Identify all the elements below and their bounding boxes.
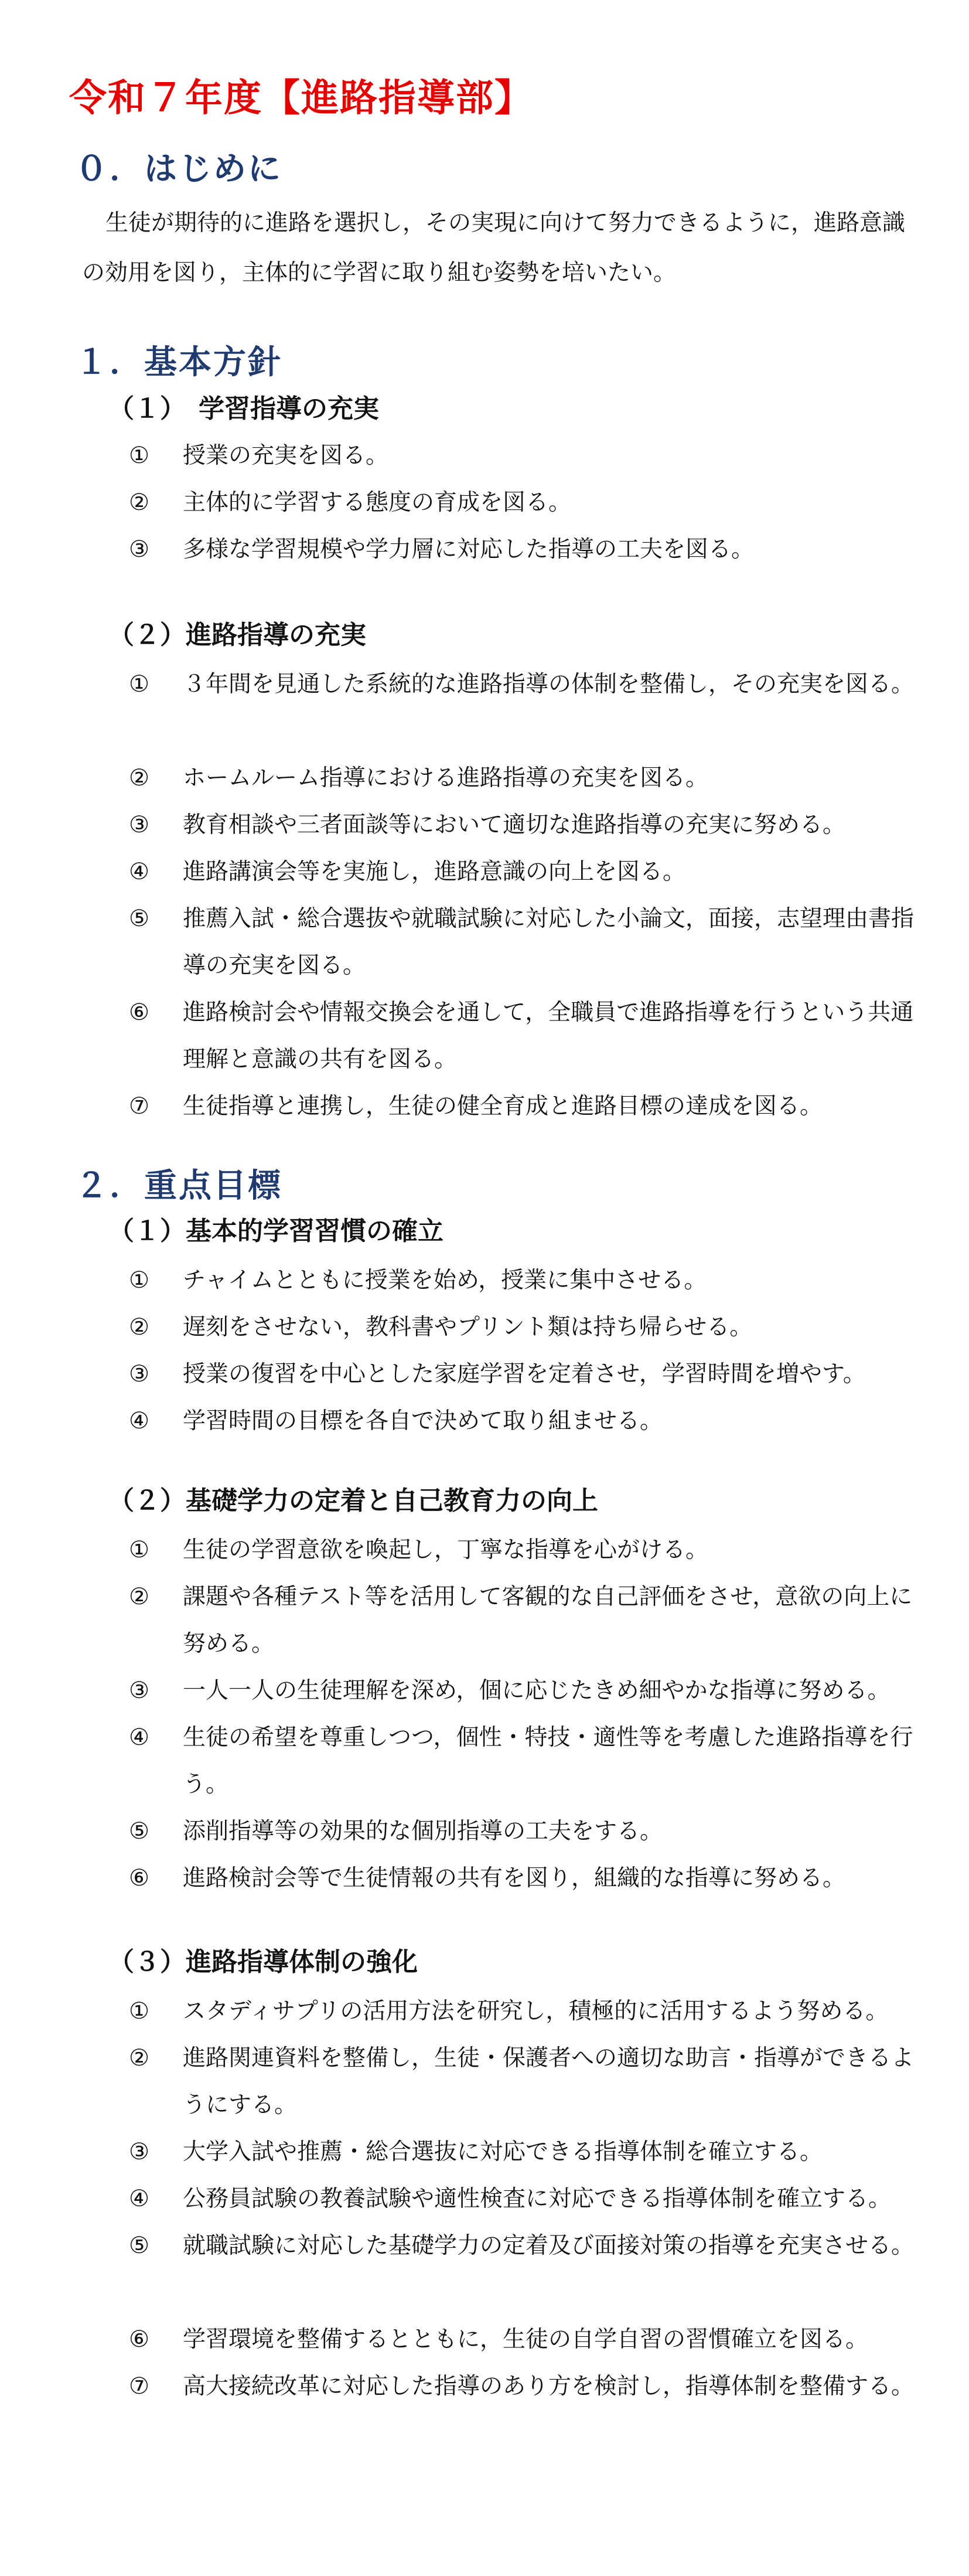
item-number: ① [129, 1998, 149, 2024]
list-item [129, 1083, 920, 1130]
item-number: ④ [129, 1408, 149, 1434]
item-text: ホームルーム指導における進路指導の充実を図る。 [183, 765, 709, 791]
item-number: ① [129, 443, 149, 469]
item-text: 推薦入試・総合選抜や就職試験に対応した小論文，面接，志望理由書指導の充実を図る。 [183, 906, 915, 979]
item-number: ⑦ [129, 2373, 149, 2400]
list-item [129, 989, 920, 1083]
item-text: 公務員試験の教養試験や適性検査に対応できる指導体制を確立する。 [183, 2186, 892, 2212]
list-item [129, 1988, 920, 2035]
item-number: ① [129, 1267, 149, 1294]
list-item [129, 1808, 920, 1855]
item-number: ① [129, 1537, 149, 1563]
item-text: 進路検討会や情報交換会を通して，全職員で進路指導を行うという共通理解と意識の共有を図る。 [183, 999, 914, 1073]
item-text: 添削指導等の効果的な個別指導の工夫をする。 [183, 1818, 663, 1845]
list-item [129, 1714, 920, 1808]
item-text: 課題や各種テスト等を活用して客観的な自己評価をさせ，意欲の向上に努める。 [183, 1584, 913, 1657]
page-title: 令和７年度【進路指導部】 [69, 77, 533, 120]
item-number: ④ [129, 1724, 149, 1751]
item-number: ② [129, 1584, 149, 1610]
item-text: 主体的に学習する態度の育成を図る。 [183, 489, 572, 516]
list-item [129, 1304, 920, 1351]
item-text: 生徒の希望を尊重しつつ，個性・特技・適性等を考慮した進路指導を行う。 [183, 1724, 913, 1798]
subsection-heading-career: （２）進路指導の充実 [108, 620, 366, 650]
item-number: ② [129, 765, 149, 791]
item-number: ① [129, 671, 149, 697]
list-item [129, 661, 920, 708]
list-item [129, 1574, 920, 1668]
item-number: ② [129, 1314, 149, 1340]
subsection-heading-habits: （１）基本的学習習慣の確立 [108, 1216, 443, 1246]
item-text: 進路関連資料を整備し，生徒・保護者への適切な助言・指導ができるようにする。 [183, 2045, 915, 2118]
list-item [129, 849, 920, 896]
list-item [129, 2129, 920, 2176]
item-number: ② [129, 2045, 149, 2071]
item-number: ⑥ [129, 2326, 149, 2353]
section-heading-intro: ０．はじめに [75, 150, 282, 188]
item-number: ③ [129, 812, 149, 838]
item-number: ④ [129, 859, 149, 885]
item-text: 大学入試や推薦・総合選抜に対応できる指導体制を確立する。 [183, 2139, 823, 2165]
item-text: 学習時間の目標を各自で決めて取り組ませる。 [183, 1408, 663, 1434]
list-item [129, 1351, 920, 1398]
item-text: 学習環境を整備するとともに，生徒の自学自習の習慣確立を図る。 [183, 2326, 869, 2353]
item-number: ② [129, 489, 149, 516]
subsection-heading-guidance-system: （３）進路指導体制の強化 [108, 1947, 418, 1977]
item-text: ３年間を見通した系統的な進路指導の体制を整備し，その充実を図る。 [183, 671, 915, 697]
intro-paragraph: 生徒が期待的に進路を選択し，その実現に向けて努力できるように，進路意識の効用を図り，主体的に学習に取り組む姿勢を培いたい。 [82, 210, 906, 286]
item-number: ⑥ [129, 1865, 149, 1891]
section-heading-policy: １．基本方針 [75, 343, 282, 382]
item-text: 進路講演会等を実施し，進路意識の向上を図る。 [183, 859, 686, 885]
item-text: 一人一人の生徒理解を深め，個に応じたきめ細やかな指導に努める。 [183, 1677, 890, 1704]
list-item [129, 1668, 920, 1714]
item-text: 生徒指導と連携し，生徒の健全育成と進路目標の達成を図る。 [183, 1093, 823, 1119]
list-item [129, 2223, 920, 2269]
item-number: ④ [129, 2186, 149, 2212]
list-item [129, 1398, 920, 1445]
list-item [129, 526, 920, 573]
list-item [129, 802, 920, 849]
item-text: チャイムとともに授業を始め，授業に集中させる。 [183, 1267, 707, 1294]
subsection-heading-learning: （１） 学習指導の充実 [108, 394, 379, 424]
subsection-heading-basic-skills: （２）基礎学力の定着と自己教育力の向上 [108, 1486, 598, 1516]
list-item [129, 433, 920, 479]
list-item [129, 2035, 920, 2129]
list-item [129, 896, 920, 989]
item-number: ⑤ [129, 2233, 149, 2259]
item-number: ⑤ [129, 906, 149, 932]
list-item [129, 1527, 920, 1574]
item-text: 教育相談や三者面談等において適切な進路指導の充実に努める。 [183, 812, 846, 838]
section-heading-goals: ２．重点目標 [75, 1167, 282, 1205]
item-text: 多様な学習規模や学力層に対応した指導の工夫を図る。 [183, 536, 755, 563]
item-text: 授業の復習を中心とした家庭学習を定着させ，学習時間を増やす。 [183, 1361, 866, 1387]
item-text: 生徒の学習意欲を喚起し，丁寧な指導を心がける。 [183, 1537, 709, 1563]
item-text: 授業の充実を図る。 [183, 443, 389, 469]
item-number: ⑦ [129, 1093, 149, 1119]
item-number: ③ [129, 2139, 149, 2165]
list-item [129, 2363, 920, 2410]
item-number: ③ [129, 536, 149, 563]
item-number: ⑤ [129, 1818, 149, 1845]
list-item [129, 1257, 920, 1304]
list-item [129, 1855, 920, 1902]
item-text: 就職試験に対応した基礎学力の定着及び面接対策の指導を充実させる。 [183, 2233, 915, 2259]
list-item [129, 479, 920, 526]
item-text: 高大接続改革に対応した指導のあり方を検討し，指導体制を整備する。 [183, 2373, 915, 2400]
item-text: 進路検討会等で生徒情報の共有を図り，組織的な指導に努める。 [183, 1865, 846, 1891]
item-text: 遅刻をさせない，教科書やプリント類は持ち帰らせる。 [183, 1314, 753, 1340]
item-text: スタディサプリの活用方法を研究し，積極的に活用するよう努める。 [183, 1998, 889, 2024]
list-item [129, 755, 920, 802]
item-number: ⑥ [129, 999, 149, 1026]
item-number: ③ [129, 1677, 149, 1704]
list-item [129, 2176, 920, 2223]
item-number: ③ [129, 1361, 149, 1387]
list-item [129, 2316, 920, 2363]
